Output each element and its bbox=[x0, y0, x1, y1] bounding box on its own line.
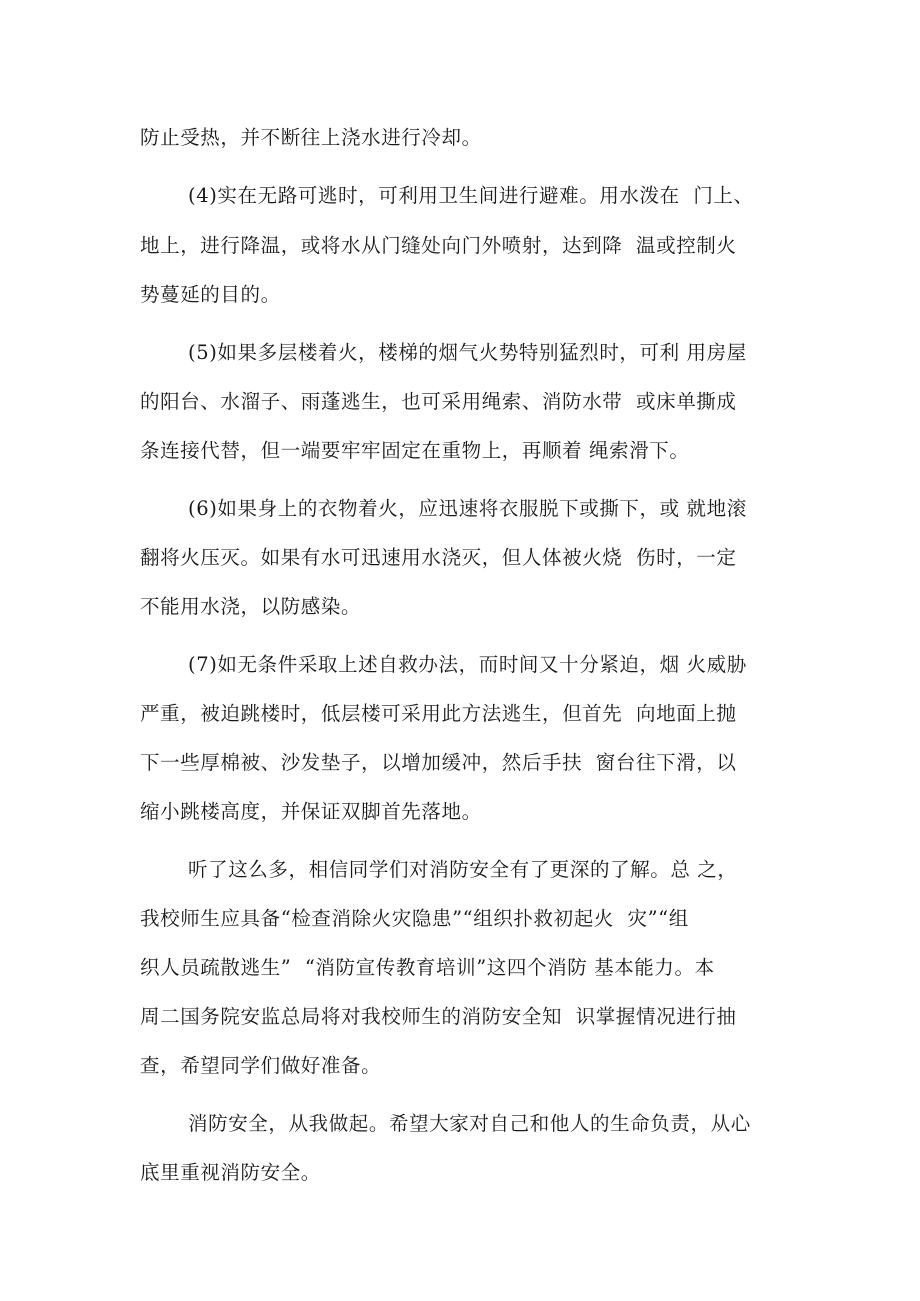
text-line: 势蔓延的目的。 bbox=[140, 283, 281, 306]
text-line: (7)如无条件采取上述自救办法，而时间又十分紧迫，烟 火威胁 bbox=[188, 653, 747, 676]
text-line: 条连接代替，但一端要牢牢固定在重物上，再顺着 绳索滑下。 bbox=[140, 439, 690, 462]
text-line: 织人员疏散逃生” “消防宣传教育培训”这四个消防 基本能力。本 bbox=[140, 956, 715, 979]
text-line: 我校师生应具备“检查消除火灾隐患”“组织扑救初起火 灾”“组 bbox=[140, 907, 689, 930]
text-line: 下一些厚棉被、沙发垫子，以增加缓冲，然后手扶 窗台往下滑，以 bbox=[140, 751, 737, 774]
text-line: 地上，进行降温，或将水从门缝处向门外喷射，达到降 温或控制火 bbox=[140, 234, 737, 257]
text-line: 严重，被迫跳楼时，低层楼可采用此方法逃生，但首先 向地面上抛 bbox=[140, 702, 737, 725]
text-line: 防止受热，并不断往上浇水进行冷却。 bbox=[140, 126, 482, 149]
text-line: 翻将火压灭。如果有水可迅速用水浇灭，但人体被火烧 伤时，一定 bbox=[140, 546, 737, 569]
text-line: 消防安全，从我做起。希望大家对自己和他人的生命负责，从心 bbox=[188, 1112, 751, 1135]
text-line: 缩小跳楼高度，并保证双脚首先落地。 bbox=[140, 800, 482, 823]
text-line: 周二国务院安监总局将对我校师生的消防安全知 识掌握情况进行抽 bbox=[140, 1005, 737, 1028]
text-line: (4)实在无路可逃时，可利用卫生间进行避难。用水泼在 门上、 bbox=[188, 184, 754, 207]
text-line: 底里重视消防安全。 bbox=[140, 1161, 321, 1184]
text-line: 查，希望同学们做好准备。 bbox=[140, 1054, 382, 1077]
text-line: 的阳台、水溜子、雨蓬逃生，也可采用绳索、消防水带 或床单撕成 bbox=[140, 390, 737, 413]
text-line: (5)如果多层楼着火，楼梯的烟气火势特别猛烈时，可利 用房屋 bbox=[188, 341, 747, 364]
text-line: 听了这么多，相信同学们对消防安全有了更深的了解。总 之， bbox=[188, 858, 738, 881]
text-line: (6)如果身上的衣物着火，应迅速将衣服脱下或撕下，或 就地滚 bbox=[188, 497, 747, 520]
text-line: 不能用水浇，以防感染。 bbox=[140, 595, 362, 618]
